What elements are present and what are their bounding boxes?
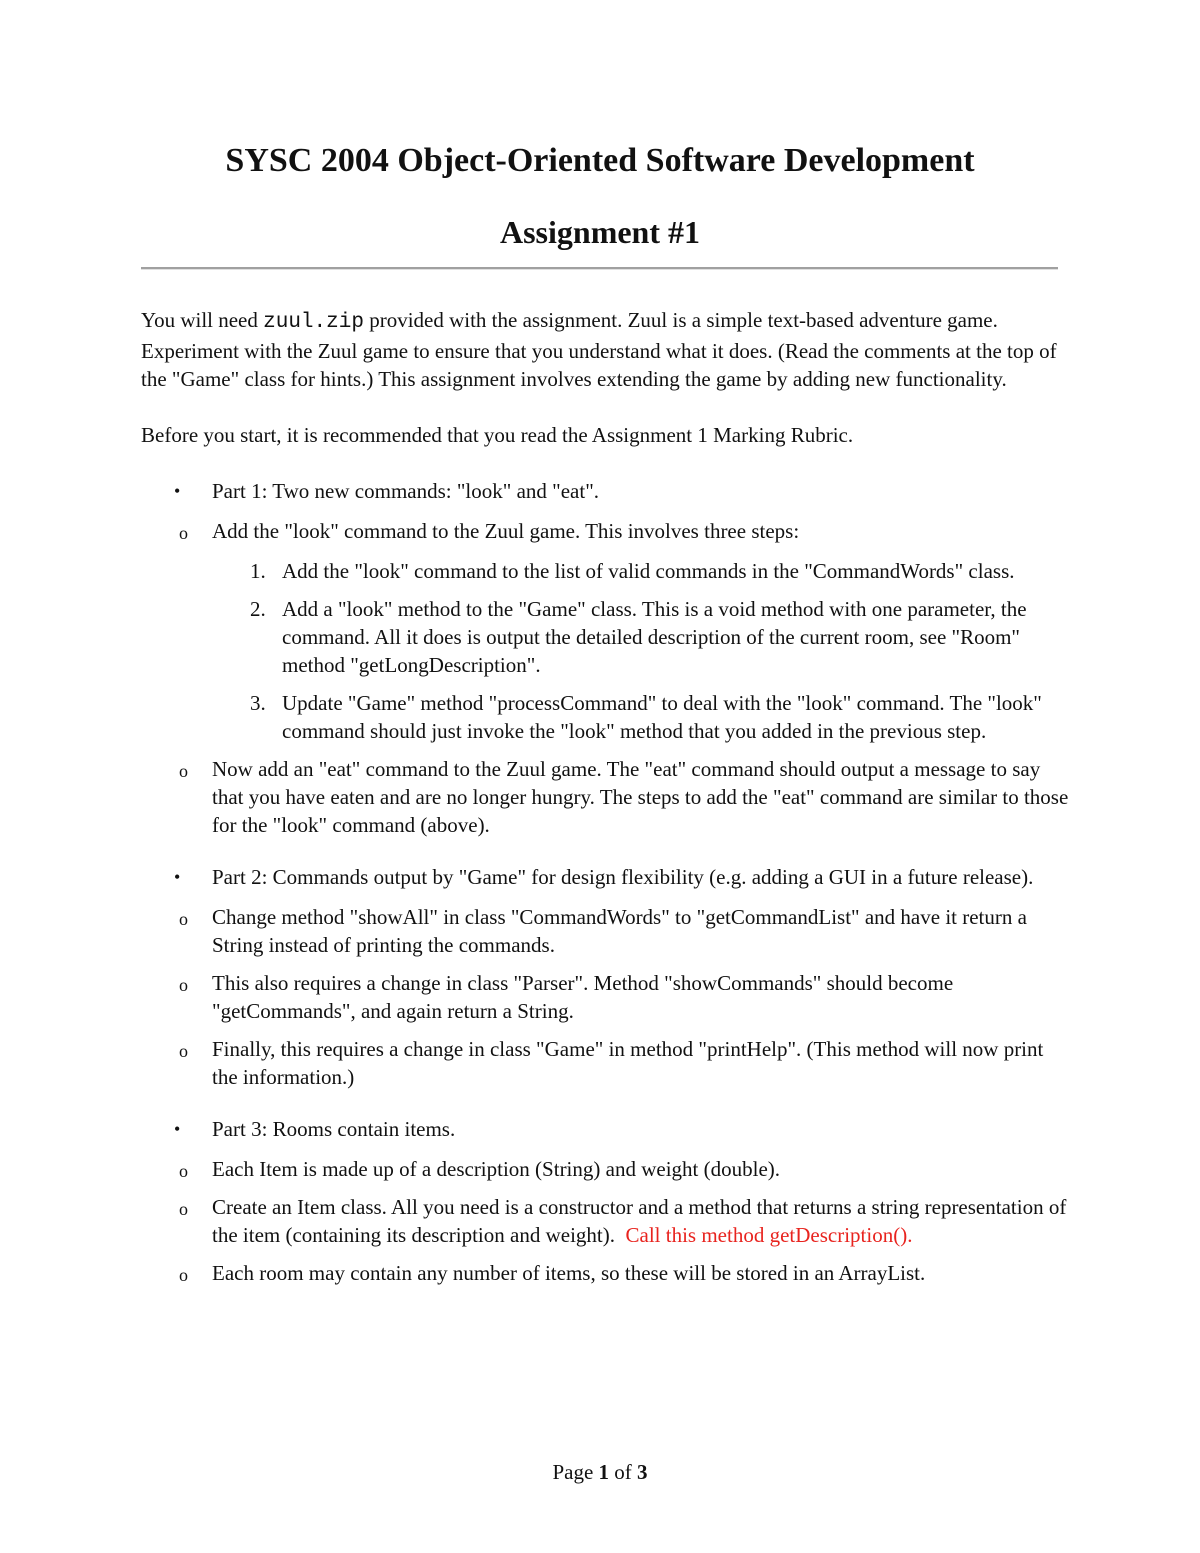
list-item bbox=[141, 1035, 1071, 1091]
sub-item-text: Add the "look" command to the Zuul game. This involves three steps: bbox=[212, 519, 800, 543]
page-total: 3 bbox=[637, 1460, 648, 1484]
sub-list bbox=[141, 903, 1071, 1091]
list-item-part-3 bbox=[141, 1115, 1071, 1287]
list-item bbox=[212, 689, 1071, 745]
list-item bbox=[141, 755, 1071, 839]
of-word: of bbox=[614, 1460, 632, 1484]
bullet-icon: • bbox=[174, 867, 181, 887]
document-title: SYSC 2004 Object-Oriented Software Development bbox=[225, 142, 975, 179]
sub-bullet-icon: o bbox=[179, 1161, 188, 1181]
highlighted-instruction: Call this method getDescription(). bbox=[625, 1223, 913, 1247]
step-number: 1. bbox=[250, 559, 266, 583]
intro-text-rest: provided with the assignment. Zuul is a simple text-based adventure game. Experiment with the Zuul game to ensure that you understand what it does. (Read the comments at the top of the "Game" class for hints.) This assignment involves extending the game by adding new functionality. bbox=[141, 308, 1057, 391]
sub-list bbox=[141, 517, 1071, 839]
step-text: Add a "look" method to the "Game" class. This is a void method with one parameter, the command. All it does is output the detailed description of the current room, see "Room" method "getLongDescription". bbox=[282, 597, 1027, 677]
sub-bullet-icon: o bbox=[179, 523, 188, 543]
list-item bbox=[141, 903, 1071, 959]
rubric-note: Before you start, it is recommended that you read the Assignment 1 Marking Rubric. bbox=[141, 423, 854, 447]
sub-item-text: Change method "showAll" in class "CommandWords" to "getCommandList" and have it return a String instead of printing the commands. bbox=[212, 905, 1027, 957]
page-number: 1 bbox=[598, 1460, 610, 1484]
sub-bullet-icon: o bbox=[179, 1199, 188, 1219]
list-item bbox=[141, 969, 1071, 1025]
sub-bullet-icon: o bbox=[179, 1265, 188, 1285]
list-item-part-2 bbox=[141, 863, 1071, 1091]
page-footer bbox=[0, 1458, 1200, 1486]
list-item-part-1 bbox=[141, 477, 1071, 839]
sub-item-text: Now add an "eat" command to the Zuul game. The "eat" command should output a message to say that you have eaten and are no longer hungry. The steps to add the "eat" command are similar to those for the "look" command (above). bbox=[212, 757, 1069, 837]
step-number: 3. bbox=[250, 691, 266, 715]
part-heading: Part 1: Two new commands: "look" and "eat". bbox=[212, 479, 600, 503]
parts-list bbox=[141, 477, 1071, 1287]
intro-paragraph bbox=[141, 306, 1071, 393]
list-item bbox=[212, 557, 1071, 585]
sub-item-text: Create an Item class. All you need is a constructor and a method that returns a string representation of the item (containing its description and weight). bbox=[212, 1195, 1067, 1247]
part-heading: Part 3: Rooms contain items. bbox=[212, 1117, 456, 1141]
list-item bbox=[141, 517, 1071, 745]
assignment-subtitle: Assignment #1 bbox=[499, 214, 700, 250]
sub-item-text: Finally, this requires a change in class "Game" in method "printHelp". (This method will now print the information.) bbox=[212, 1037, 1044, 1089]
intro-text-lead: You will need bbox=[141, 308, 264, 332]
sub-item-text: Each room may contain any number of items, so these will be stored in an ArrayList. bbox=[212, 1261, 926, 1285]
list-item bbox=[141, 1259, 1071, 1287]
header-divider bbox=[141, 267, 1058, 270]
sub-item-text: Each Item is made up of a description (String) and weight (double). bbox=[212, 1157, 781, 1181]
list-item bbox=[212, 595, 1071, 679]
list-item bbox=[141, 1193, 1071, 1249]
bullet-icon: • bbox=[174, 481, 181, 501]
step-text: Add the "look" command to the list of valid commands in the "CommandWords" class. bbox=[282, 559, 1015, 583]
page-word: Page bbox=[552, 1460, 594, 1484]
sub-bullet-icon: o bbox=[179, 975, 188, 995]
step-text: Update "Game" method "processCommand" to deal with the "look" command. The "look" command should just invoke the "look" method that you added in the previous step. bbox=[282, 691, 1042, 743]
sub-bullet-icon: o bbox=[179, 1041, 188, 1061]
sub-item-text: This also requires a change in class "Parser". Method "showCommands" should become "getCommands", and again return a String. bbox=[212, 971, 954, 1023]
sub-bullet-icon: o bbox=[179, 761, 188, 781]
sub-list bbox=[141, 1155, 1071, 1287]
part-heading: Part 2: Commands output by "Game" for design flexibility (e.g. adding a GUI in a future release). bbox=[212, 865, 1034, 889]
bullet-icon: • bbox=[174, 1119, 181, 1139]
document-body bbox=[141, 306, 1071, 1287]
steps-list bbox=[212, 557, 1071, 745]
step-number: 2. bbox=[250, 597, 266, 621]
list-item bbox=[141, 1155, 1071, 1183]
sub-bullet-icon: o bbox=[179, 909, 188, 929]
zip-filename: zuul.zip bbox=[263, 311, 364, 334]
